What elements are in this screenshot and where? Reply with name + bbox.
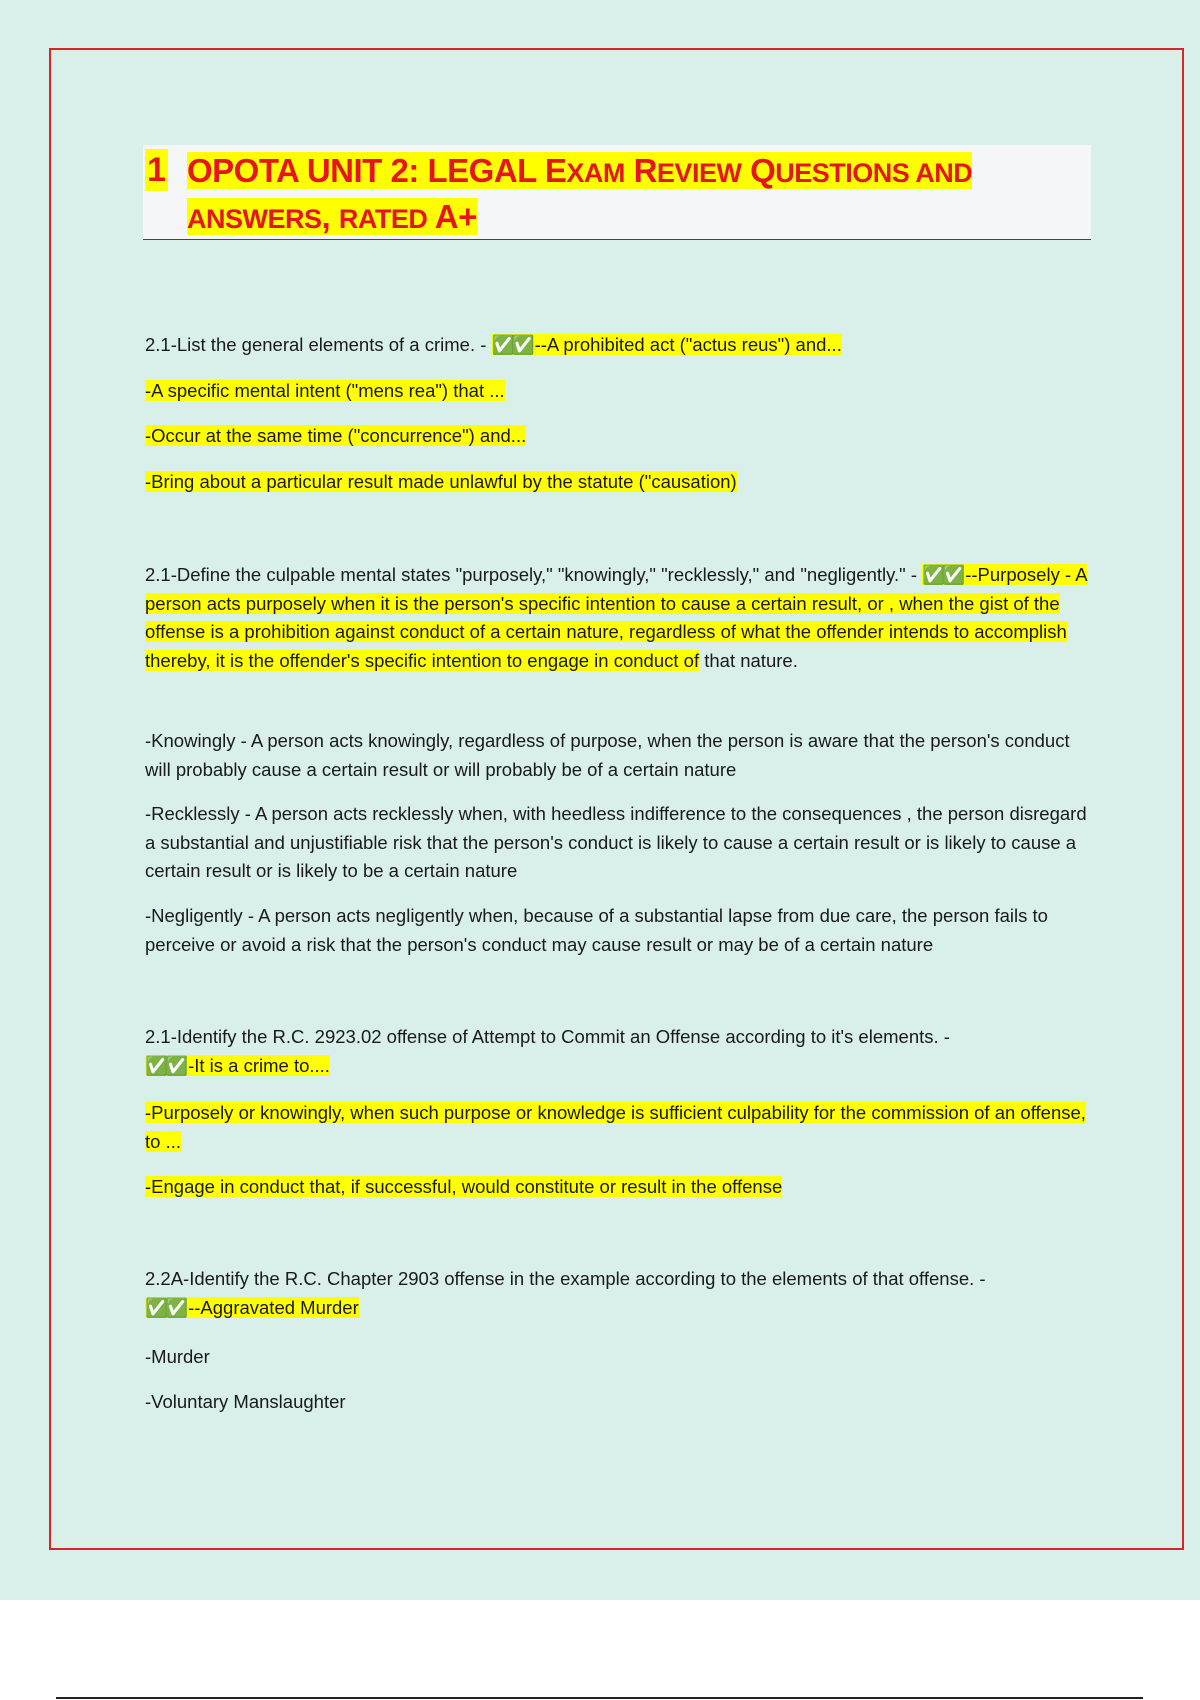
question-1-line-3 bbox=[145, 468, 1095, 497]
question-4-prompt bbox=[145, 1265, 1090, 1322]
question-4-line-2 bbox=[145, 1388, 1095, 1417]
answer-line: -A specific mental intent ("mens rea") that ... bbox=[145, 380, 505, 401]
answer-lead: --Aggravated Murder bbox=[188, 1296, 359, 1318]
answer-line: -Voluntary Manslaughter bbox=[145, 1391, 346, 1412]
page-frame bbox=[49, 48, 1184, 1550]
title-text bbox=[187, 149, 1067, 241]
checkmark-icon: ✅✅ bbox=[491, 334, 532, 355]
question-2-line-1 bbox=[145, 727, 1090, 784]
question-1-line-2 bbox=[145, 422, 1095, 451]
question-2-line-2 bbox=[145, 800, 1090, 886]
question-prompt: 2.2A-Identify the R.C. Chapter 2903 offense in the example according to the elements of that offense. - bbox=[145, 1268, 986, 1289]
title-part: XAM bbox=[566, 158, 625, 188]
question-2-prompt bbox=[145, 561, 1090, 675]
title-part: Q bbox=[741, 152, 776, 189]
answer-lead: --A prohibited act ("actus reus") and... bbox=[534, 334, 842, 355]
question-1-prompt bbox=[145, 331, 1095, 360]
document-title bbox=[143, 145, 1091, 240]
title-part: A+ bbox=[427, 198, 477, 235]
answer-line: -Knowingly - A person acts knowingly, regardless of purpose, when the person is aware that the person's conduct will probably cause a certain result or will probably be of a certain nature bbox=[145, 730, 1070, 780]
answer-line: -Purposely or knowingly, when such purpose or knowledge is sufficient culpability for the commission of an offense, to ... bbox=[145, 1102, 1086, 1152]
answer-line: -Bring about a particular result made unlawful by the statute ("causation) bbox=[145, 471, 737, 492]
title-part: UESTIONS AND ANSWERS bbox=[187, 158, 973, 234]
footer-rule bbox=[56, 1697, 1143, 1699]
answer-lead: --Purposely - A person acts purposely when it is the person's specific intention to cause a certain result, or , when the gist of the offense is a prohibition against conduct of a certain nature, regardless of what the offender intends to accomplish thereby, it is the offender's specific intention to engage in conduct of bbox=[145, 564, 1087, 671]
question-prompt: 2.1-Define the culpable mental states "purposely," "knowingly," "recklessly," and "negligently." - bbox=[145, 564, 923, 585]
title-part: RATED bbox=[338, 204, 428, 234]
answer-line: -Engage in conduct that, if successful, would constitute or result in the offense bbox=[145, 1176, 783, 1197]
answer-line: -Negligently - A person acts negligently when, because of a substantial lapse from due care, the person fails to perceive or avoid a risk that the person's conduct may cause result or may be of a certain nature bbox=[145, 905, 1048, 955]
question-1-line-1 bbox=[145, 377, 1095, 406]
answer-tail: that nature. bbox=[704, 649, 798, 671]
answer-line: -Occur at the same time ("concurrence") and... bbox=[145, 425, 527, 446]
title-part: R bbox=[624, 152, 657, 189]
answer-line: -Murder bbox=[145, 1346, 210, 1367]
title-part: , bbox=[321, 198, 339, 235]
checkmark-icon: ✅✅ bbox=[145, 1296, 186, 1318]
question-prompt: 2.1-Identify the R.C. 2923.02 offense of Attempt to Commit an Offense according to it's elements. - bbox=[145, 1026, 950, 1047]
title-number: 1 bbox=[147, 151, 166, 189]
question-2-line-3 bbox=[145, 902, 1090, 959]
title-part: OPOTA UNIT 2: LEGAL E bbox=[187, 152, 567, 189]
question-3-prompt bbox=[145, 1023, 1090, 1080]
title-part: EVIEW bbox=[656, 158, 742, 188]
question-prompt: 2.1-List the general elements of a crime. - bbox=[145, 334, 492, 355]
answer-line: -Recklessly - A person acts recklessly when, with heedless indifference to the consequences , the person disregard a substantial and unjustifiable risk that the person's conduct is likely to cause a certain result or is likely to cause a certain result or is likely to be a certain nature bbox=[145, 803, 1087, 881]
question-3-line-1 bbox=[145, 1099, 1090, 1156]
question-3-line-2 bbox=[145, 1173, 1090, 1202]
checkmark-icon: ✅✅ bbox=[922, 564, 963, 585]
answer-lead: -It is a crime to.... bbox=[188, 1054, 330, 1076]
question-4-line-1 bbox=[145, 1343, 1095, 1372]
checkmark-icon: ✅✅ bbox=[145, 1054, 186, 1076]
